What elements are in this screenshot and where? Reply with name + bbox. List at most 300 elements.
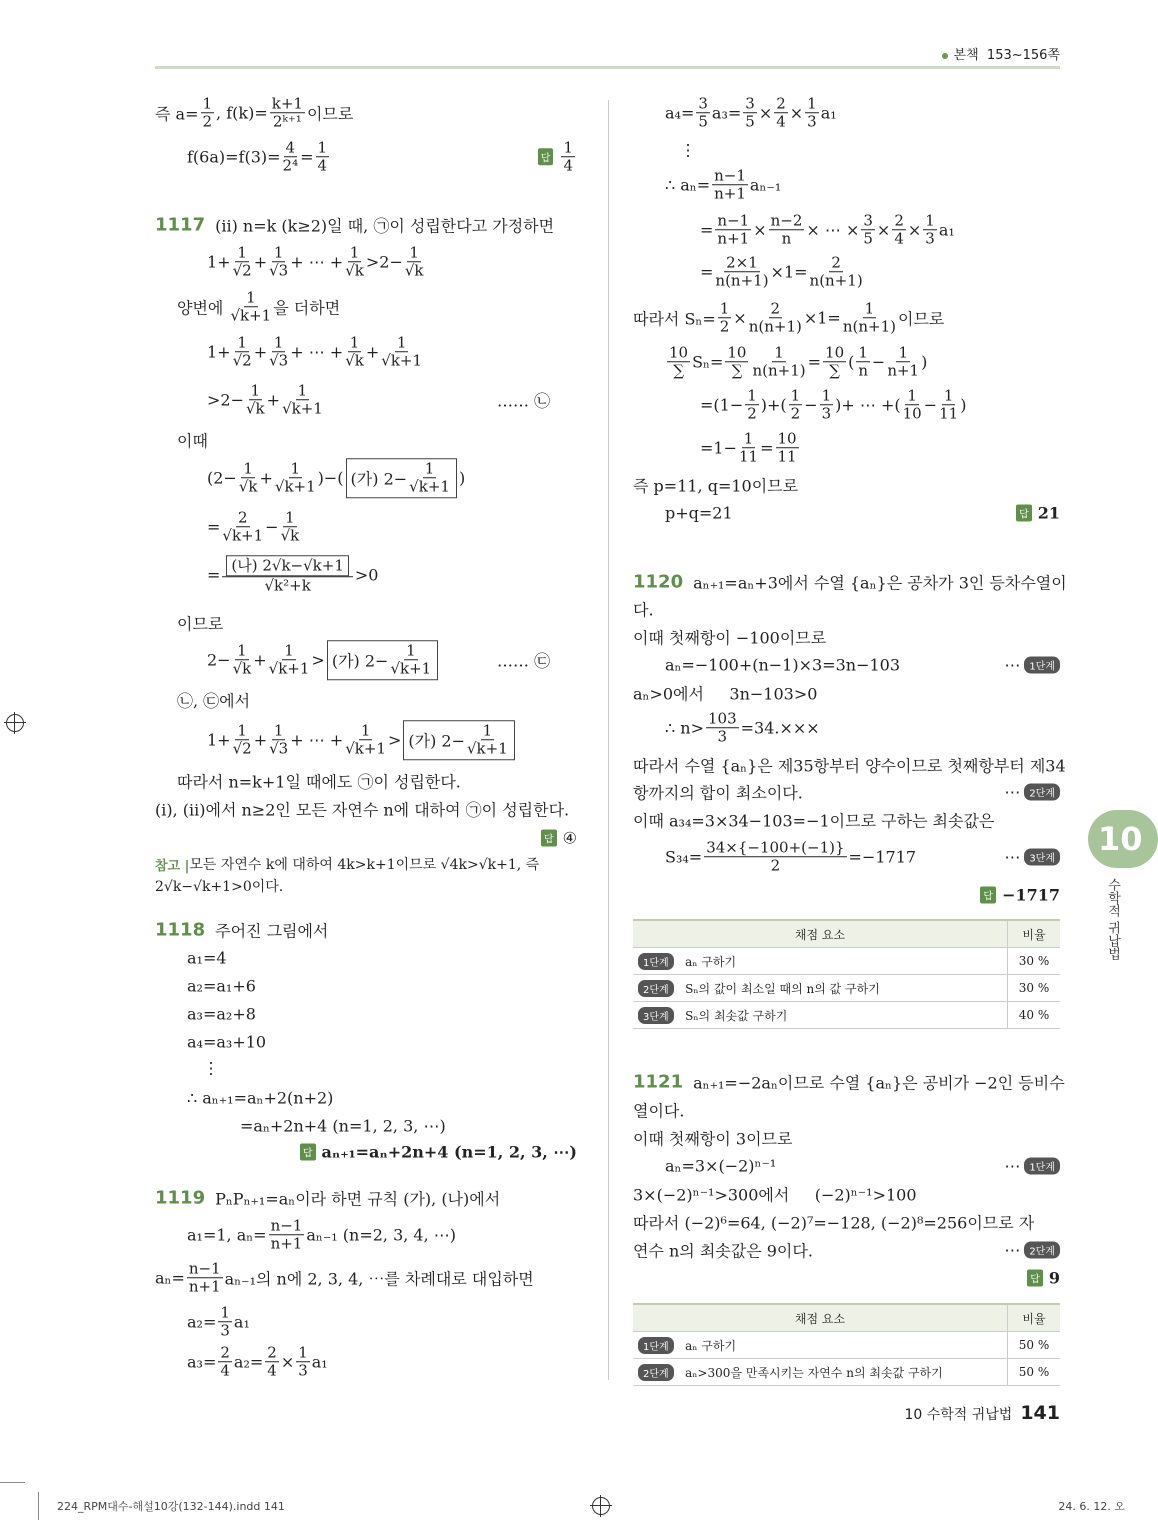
denominator [714,186,746,203]
math-text: ) [458,468,466,488]
registration-mark-icon [592,1497,610,1515]
numerator [282,642,296,660]
math-text: √k+1 [467,739,508,758]
fraction [201,95,215,131]
math-text: √k [280,526,300,545]
math-text: 2 [770,299,781,318]
math-line [155,798,569,821]
numerator [892,212,906,230]
math-text: √k+1 [274,477,316,496]
denominator [810,273,863,290]
denominator [222,528,263,545]
math-line [665,167,781,203]
math-text: 2ᵏ⁺¹ [272,112,302,131]
math-line [633,1239,813,1262]
boxed-blank [403,720,514,760]
math-text: 4 [894,229,904,248]
numerator [772,344,786,362]
denominator [732,363,743,380]
math-text: =1− [700,438,737,458]
denominator [717,231,749,248]
math-text: )−( [317,468,344,488]
fraction [390,642,431,678]
denominator [273,114,302,131]
math-text: 1 [237,243,247,262]
fraction [743,95,757,131]
math-text: √2 [232,261,252,280]
fraction [269,1217,305,1253]
fraction [222,555,352,595]
numerator [712,167,748,185]
fraction [715,212,751,248]
crop-mark [38,1492,39,1520]
numerator [284,139,298,157]
math-text: a₁ [311,1352,328,1372]
math-text: 주어진 그림에서 [215,921,329,941]
math-text: a₂= [187,1312,217,1332]
fraction [269,722,288,758]
denominator [345,741,386,758]
numerator [774,95,788,113]
math-text: + [365,342,380,362]
math-text: ) [921,352,928,372]
math-text: = [300,147,314,167]
numerator [316,139,330,157]
math-text: 이때 [177,431,208,451]
denominator [776,114,786,131]
math-text: √k+1 [282,399,323,418]
fraction [467,722,508,758]
math-text: ×1= [770,262,808,282]
math-line [207,509,301,545]
math-text: > [311,650,325,670]
math-text: 1+ [207,730,231,750]
math-line [240,1117,446,1136]
numerator [283,509,297,527]
math-text: 2√k−√k+1>0이다. [155,879,284,895]
math-text: =aₙ+2n+4 (n=1, 2, 3, ⋯) [240,1116,446,1136]
math-text: + [253,342,268,362]
answer-value: 9 [1048,1268,1060,1288]
math-text: √k [345,261,364,280]
math-line [700,212,955,248]
equation-marker [497,389,550,412]
denominator [858,363,868,380]
fraction [752,344,805,380]
math-text: 이때 a₃₄=3×34−103=−1이므로 구하는 최솟값은 [633,811,995,831]
answer-icon: 답 [541,830,557,847]
math-line [177,289,340,325]
fraction [789,387,803,423]
denominator [894,231,904,248]
math-text: 1 [202,94,213,113]
answer [1027,1269,1060,1288]
math-text: √k+1 [222,526,264,545]
math-text: 이므로 [177,614,224,634]
math-text: 다. [633,600,654,620]
math-text: 3 [807,112,817,131]
denominator [409,479,450,496]
math-line [633,1099,684,1122]
math-text: − [804,395,818,415]
denominator [939,406,958,423]
numerator [201,95,215,113]
fraction [405,244,424,280]
denominator [745,114,755,131]
math-text: × [758,103,773,123]
fraction [187,1260,223,1296]
math-text: + [259,468,273,488]
fraction [269,334,288,370]
math-text: 3 [717,727,728,746]
numerator [725,344,748,362]
answer [538,139,577,175]
ref-pages: 153~156쪽 [986,48,1060,63]
item: aₙ>300을 만족시키는 자연수 n의 최솟값 구하기 [685,1365,943,1380]
math-text: − [871,352,886,372]
math-text: (나) 2√k−√k+1 [231,556,344,575]
math-text: aₙ>0에서 3n−103>0 [633,684,818,704]
math-text: aₙ₋₁ [749,175,782,195]
denominator [282,401,323,418]
numerator [724,254,760,272]
math-text: √k+1 [345,739,386,758]
denominator [345,353,364,370]
fraction [903,387,922,423]
math-text: 따라서 Sₙ= [633,309,716,329]
denominator [887,363,919,380]
math-text: n−1 [714,166,746,185]
step-badge: 2단계 [1024,1242,1060,1259]
math-text: 이때 첫째항이 −100이므로 [633,628,827,648]
fraction [823,344,846,380]
math-text: a₃= [711,103,742,123]
math-text: =−1717 [848,847,917,867]
numerator [235,334,249,352]
denominator [791,406,801,423]
math-line [177,689,250,712]
math-text: 1 [360,721,371,740]
math-line [665,656,900,675]
table-row [633,975,1060,1002]
numerator [829,254,843,272]
math-text: 3 [821,404,832,423]
math-text: 3 [220,1321,230,1340]
math-text: 10 [777,429,797,448]
math-text: √k [404,261,424,280]
fraction [725,344,748,380]
numerator [265,1344,279,1362]
math-text: 연수 n의 최솟값은 9이다. [633,1241,813,1261]
math-text: 1 [858,343,868,362]
math-text: + [266,390,281,410]
math-text: 1 [482,721,493,740]
numerator [896,344,910,362]
numerator [235,642,249,660]
math-text: 1 [424,459,435,478]
header-rule [155,66,1060,69]
numerator [718,300,732,318]
math-text: f(6a)=f(3)= [187,147,281,167]
math-line [177,612,223,635]
numerator [863,300,877,318]
table-row [633,1002,1060,1029]
fraction [381,334,422,370]
item: aₙ 구하기 [685,1338,737,1353]
denominator [698,114,708,131]
answer-icon: 답 [980,887,996,904]
fraction [749,300,802,336]
math-line [633,598,654,621]
math-text: √k+1 [390,659,432,678]
denominator [778,449,797,466]
fraction [745,387,759,423]
denominator [233,741,252,758]
math-text: a₃= [187,1352,217,1372]
fraction [939,387,958,423]
fraction [712,167,748,203]
math-text: 5 [863,229,873,248]
fraction [246,382,265,418]
boxed-blank [327,640,438,680]
numerator [696,95,710,113]
math-text: 양변에 [177,298,229,318]
denominator [720,319,730,336]
fraction [218,1304,232,1340]
answer-icon: 답 [1016,505,1032,522]
math-text: ⋯ [1004,1240,1021,1260]
math-text: 1 [907,386,917,405]
math-text: S₃₄= [665,847,703,867]
math-line [187,1033,266,1052]
math-text: 1 [284,641,294,660]
fraction [887,344,919,380]
numerator [745,387,759,405]
math-text: √k+1 [381,351,423,370]
slug-date: 24. 6. 12. 오 [1058,1500,1125,1513]
note-label: 참고 | [155,858,190,874]
fraction [233,244,252,280]
math-text: ∴ aₙ= [665,175,711,195]
math-text: 2 [220,1343,230,1362]
numerator [407,244,421,262]
fraction [810,254,863,290]
math-line [633,1183,917,1206]
math-text: ⋮ [203,1058,219,1078]
pct: 50 % [1008,1332,1061,1359]
math-text: √2 [232,351,252,370]
fraction [696,95,710,131]
math-text: 10 [727,343,747,362]
problem-1119 [155,1187,500,1210]
math-text: a₁ [938,220,955,240]
math-text: 열이다. [633,1101,685,1121]
fraction [704,839,846,875]
math-text: 1 [821,386,832,405]
fraction [561,139,575,175]
math-text: + ⋯ + [290,730,344,750]
math-text: ∴ aₙ₊₁=aₙ+2(n+2) [187,1088,334,1108]
problem-1121 [633,1071,1065,1094]
numerator [561,139,575,157]
math-text: 1 [563,138,573,157]
math-text: 3 [745,94,755,113]
math-text: aₙ=−100+(n−1)×3=3n−103 [665,655,901,675]
numerator [244,289,258,307]
denominator [390,661,431,678]
math-text: ∴ n> [665,718,704,738]
math-text: √k²+k [264,576,311,595]
math-text: + [253,252,268,272]
math-text: 이므로 [897,309,945,329]
denominator [345,263,364,280]
math-text: n+1 [270,1234,303,1253]
fraction [861,212,875,248]
math-text: 11 [739,447,759,466]
numerator [235,244,249,262]
math-line [155,1260,534,1296]
numerator [861,212,875,230]
math-text: n+1 [887,361,920,380]
math-text: 1 [864,299,875,318]
math-text: 2 [831,253,841,272]
math-text: 1 [406,641,416,660]
math-text: ∑ [673,361,684,380]
math-text: 10 [669,343,689,362]
math-text: + ⋯ + [290,342,344,362]
problem-number: 1120 [633,571,684,593]
boxed-blank [226,555,348,576]
math-line [633,809,994,832]
denominator [269,353,288,370]
math-text: × [876,220,891,240]
fraction [282,382,323,418]
math-line [207,640,440,680]
math-text: √k [238,477,258,496]
math-line [187,1089,333,1108]
math-text: 1 [409,243,419,262]
math-text: 5 [698,112,708,131]
chapter-tab: 10 [1088,810,1158,868]
math-text: 모든 자연수 k에 대하여 4k>k+1이므로 √4k>√k+1, 즉 [189,857,540,873]
math-text: …… ㉢ [497,651,551,671]
step-marker [1004,783,1060,802]
math-text: aₙ=3×(−2)ⁿ⁻¹ [665,1156,777,1176]
math-line [187,977,256,996]
math-text: 1 [719,299,730,318]
math-text: + [253,650,267,670]
math-text: a₂= [233,1352,264,1372]
denominator [467,741,508,758]
denominator [829,363,840,380]
denominator [807,114,817,131]
fraction [281,509,300,545]
step-badge: 1단계 [1024,657,1060,674]
math-text: 1 [943,386,954,405]
step-badge: 2단계 [1024,784,1060,801]
math-text: > [387,730,402,750]
math-text: >2− [365,252,403,272]
numerator [187,1260,223,1278]
math-text: √k [232,659,252,678]
pct: 40 % [1008,1002,1061,1029]
math-text: 2 [202,112,213,131]
math-text: aₙ₋₁의 n에 2, 3, 4, ⋯를 차례대로 대입하면 [224,1269,534,1289]
math-text: √k+1 [268,659,310,678]
problem-number: 1117 [155,214,206,236]
fraction [218,1344,232,1380]
math-text: a₁=1, aₙ= [187,1225,267,1245]
numerator [704,839,846,857]
math-text: >0 [354,565,379,585]
math-text: + [253,730,268,750]
math-text: = [700,220,714,240]
math-text: aₙ= [155,1268,185,1288]
denominator [822,406,832,423]
math-text: 5 [745,112,755,131]
math-text: ⋯ [1004,847,1021,867]
numerator [481,722,495,740]
math-line [665,95,837,131]
step-marker [1004,656,1060,675]
math-line [665,344,927,380]
math-text: √k [246,399,265,418]
math-text: n [781,229,792,248]
math-text: 4 [220,1361,230,1380]
pct: 30 % [1008,948,1061,975]
math-text: × [753,220,767,240]
fraction [715,254,768,290]
math-text: 1 [349,333,360,352]
numerator [270,95,305,113]
math-text: 2×1 [726,253,758,272]
math-line [187,1304,250,1340]
fraction [769,212,805,248]
fraction [239,460,258,496]
math-text: 1 [237,721,247,740]
denominator [405,263,424,280]
math-text: 1 [243,459,253,478]
math-text: (ii) n=k (k≥2)일 때, ㉠이 성립한다고 가정하면 [215,216,555,236]
math-text: )+( [760,395,787,415]
math-line [665,1157,776,1176]
boxed-blank [346,458,457,498]
denominator [271,1236,303,1253]
math-line [177,429,208,452]
math-text: × [733,308,747,328]
fraction [230,289,271,325]
numerator [348,244,362,262]
math-text: ) [960,395,967,415]
math-text: 1+ [207,252,231,272]
math-text: (가) 2− [331,651,389,671]
denominator [747,406,757,423]
denominator [381,353,422,370]
numerator [241,460,255,478]
answer-value: 21 [1037,503,1060,523]
math-text: 1 [273,243,284,262]
scoring-table-1120 [633,919,1060,1029]
numerator [269,1217,305,1235]
math-line [187,1344,328,1380]
equation-marker [497,649,550,672]
math-line [207,555,378,595]
fraction [233,334,252,370]
step-badge: 1단계 [1024,1158,1060,1175]
numerator [742,430,756,448]
math-text: 따라서 n=k+1일 때에도 ㉠이 성립한다. [177,772,461,792]
numerator [776,430,799,448]
